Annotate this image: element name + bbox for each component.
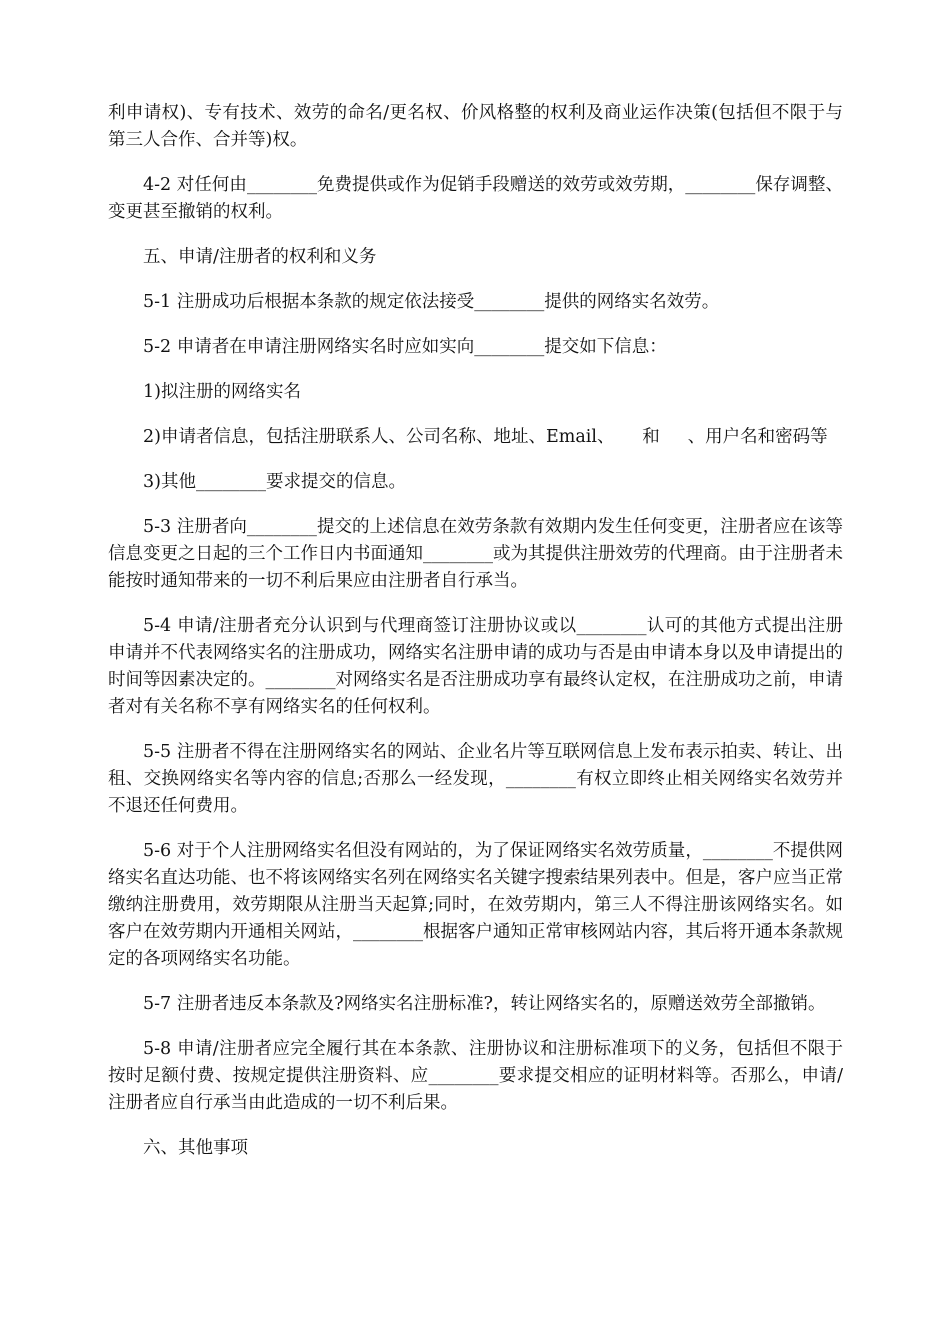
paragraph-5-7: 5-7 注册者违反本条款及?网络实名注册标准?，转让网络实名的，原赠送效劳全部撤销。 bbox=[143, 994, 826, 1014]
paragraph-5-5: 5-5 注册者不得在注册网络实名的网站、企业名片等互联网信息上发布表示拍卖、转让、出租、交换网络实名等内容的信息;否那么一经发现，________有权立即终止相关网络实名效劳并不退还任何费用。 bbox=[108, 742, 843, 816]
paragraph-5-2: 5-2 申请者在申请注册网络实名时应如实向________提交如下信息： bbox=[143, 337, 667, 357]
paragraph-5-4: 5-4 申请/注册者充分认识到与代理商签订注册协议或以________认可的其他方式提出注册申请并不代表网络实名的注册成功，网络实名注册申请的成功与否是由申请本身以及申请提出的时间等因素决定的。________对网络实名是否注册成功享有最终认定权，在注册成功之前，申请者对有关名称不享有网络实名的任何权利。 bbox=[108, 616, 843, 717]
paragraph-5-3: 5-3 注册者向________提交的上述信息在效劳条款有效期内发生任何变更，注册者应在该等信息变更之日起的三个工作日内书面通知________或为其提供注册效劳的代理商。由于注册者未能按时通知带来的一切不利后果应由注册者自行承当。 bbox=[108, 517, 843, 591]
section-heading-6: 六、其他事项 bbox=[143, 1138, 248, 1158]
paragraph-4-2: 4-2 对任何由________免费提供或作为促销手段赠送的效劳或效劳期，________保存调整、变更甚至撤销的权利。 bbox=[108, 175, 843, 222]
paragraph-5-1: 5-1 注册成功后根据本条款的规定依法接受________提供的网络实名效劳。 bbox=[143, 292, 720, 312]
paragraph-5-8: 5-8 申请/注册者应完全履行其在本条款、注册协议和注册标准项下的义务，包括但不限于按时足额付费、按规定提供注册资料、应________要求提交相应的证明材料等。否那么，申请/注册者应自行承当由此造成的一切不利后果。 bbox=[108, 1039, 843, 1113]
list-item-2: 2)申请者信息，包括注册联系人、公司名称、地址、Email、 和 、用户名和密码等 bbox=[143, 427, 828, 447]
section-heading-5: 五、申请/注册者的权利和义务 bbox=[143, 247, 377, 267]
paragraph-continuation: 利申请权)、专有技术、效劳的命名/更名权、价风格整的权利及商业运作决策(包括但不限于与第三人合作、合并等)权。 bbox=[108, 103, 843, 150]
paragraph-5-6: 5-6 对于个人注册网络实名但没有网站的，为了保证网络实名效劳质量，________不提供网络实名直达功能、也不将该网络实名列在网络实名关键字搜索结果列表中。但是，客户应当正常缴纳注册费用，效劳期限从注册当天起算;同时，在效劳期内，第三人不得注册该网络实名。如客户在效劳期内开通相关网站，________根据客户通知正常审核网站内容，其后将开通本条款规定的各项网络实名功能。 bbox=[108, 841, 843, 969]
list-item-1: 1)拟注册的网络实名 bbox=[143, 382, 301, 402]
list-item-3: 3)其他________要求提交的信息。 bbox=[143, 472, 406, 492]
document-body bbox=[108, 100, 843, 1180]
